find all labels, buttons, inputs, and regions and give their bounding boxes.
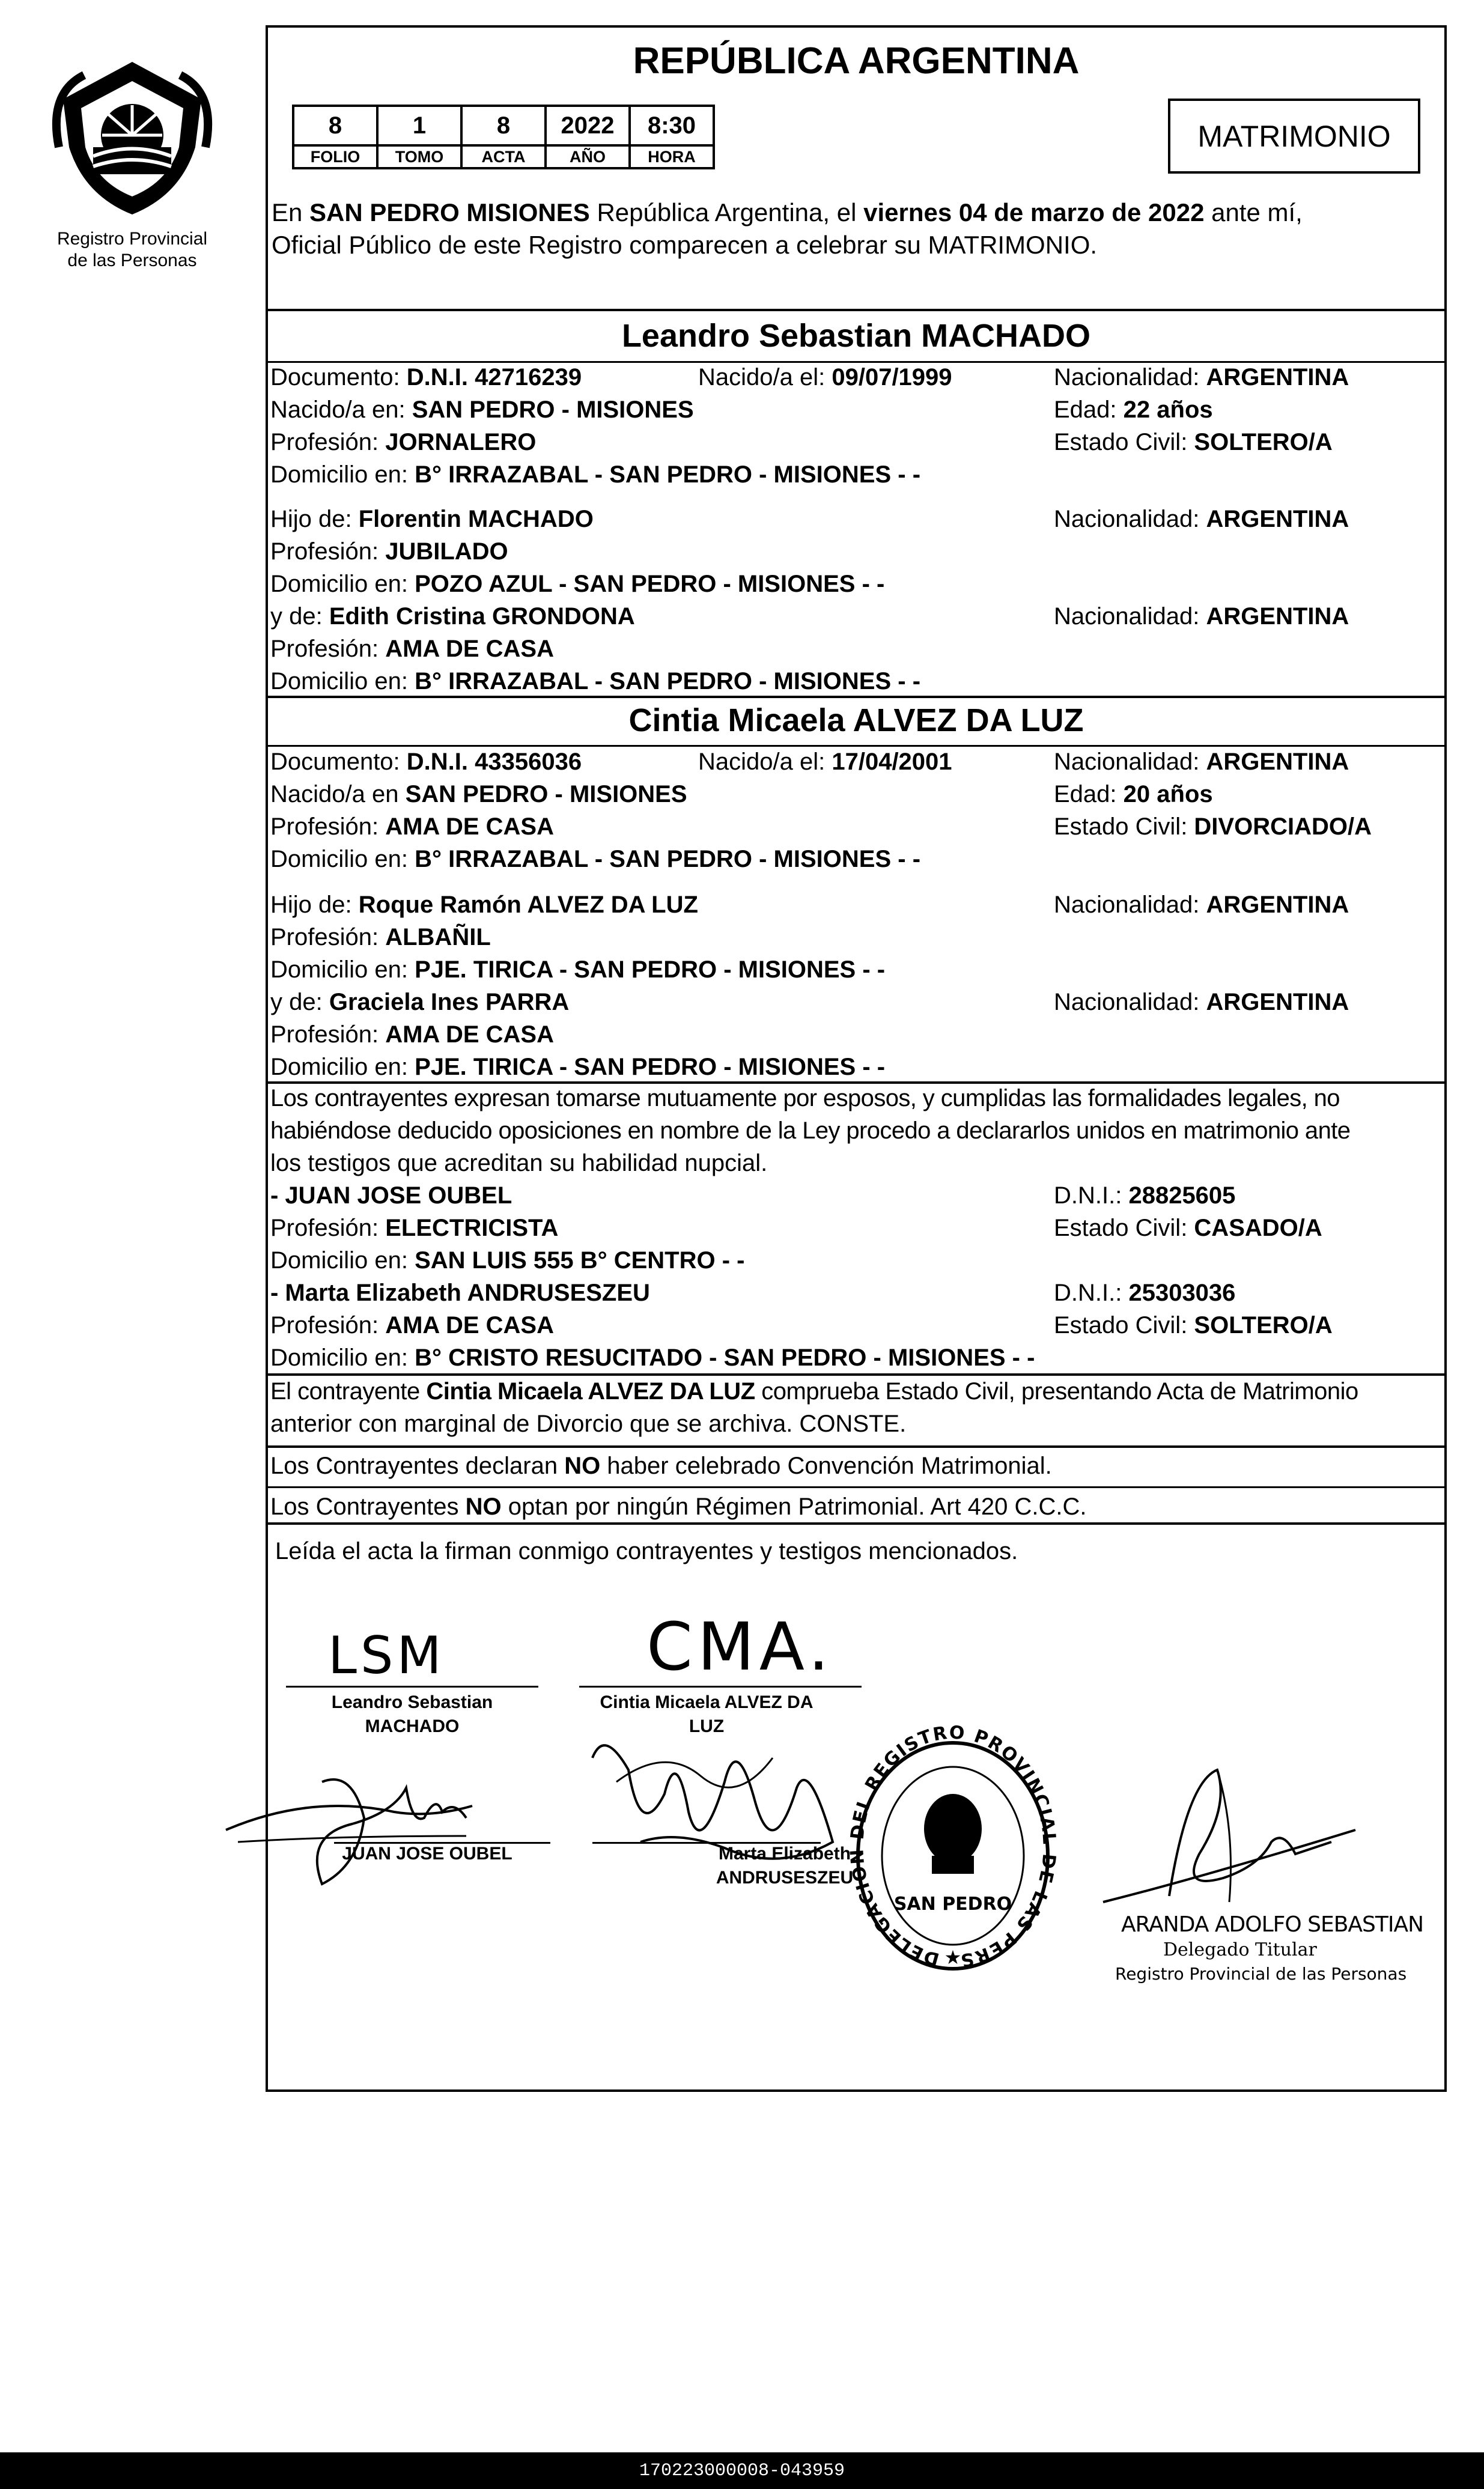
testigo-2-domicilio — [270, 1342, 1035, 1373]
label: Nacionalidad: — [1054, 506, 1206, 532]
value: ARGENTINA — [1206, 989, 1349, 1015]
label: y de: — [270, 989, 329, 1015]
caption-line: Leandro Sebastian — [331, 1692, 493, 1712]
label: Profesión: — [270, 1021, 386, 1048]
value: AMA DE CASA — [385, 813, 554, 840]
label: Documento: — [270, 364, 407, 391]
document-title: REPÚBLICA ARGENTINA — [633, 40, 1080, 82]
testigo-1-domicilio — [270, 1245, 744, 1276]
caption-line: ANDRUSESZEU — [716, 1868, 854, 1888]
c1-madre-profesion — [270, 633, 554, 664]
signature-2-handwriting: CMA. — [646, 1608, 834, 1685]
testigo-2-name: - Marta Elizabeth ANDRUSESZEU — [270, 1280, 650, 1306]
value: D.N.I. 43356036 — [406, 749, 582, 775]
label: Profesión: — [270, 429, 386, 455]
testigo-1-name: - JUAN JOSE OUBEL — [270, 1182, 512, 1209]
label: D.N.I.: — [1054, 1182, 1129, 1209]
seal-star-icon: ★ — [944, 1947, 962, 1968]
value: 25303036 — [1128, 1280, 1236, 1306]
label: Profesión: — [270, 538, 386, 565]
testigo-1-dni — [1054, 1180, 1235, 1211]
label: Nacionalidad: — [1054, 749, 1206, 775]
c2-profesion — [270, 811, 554, 842]
c2-padre-profesion — [270, 922, 491, 953]
intro-place: SAN PEDRO MISIONES — [309, 198, 590, 226]
label: Nacionalidad: — [1054, 364, 1206, 391]
caption-line: LUZ — [689, 1716, 725, 1736]
value: Graciela Ines PARRA — [329, 989, 570, 1015]
contrayente-1-name: Leandro Sebastian MACHADO — [621, 318, 1091, 354]
signature-1-caption — [280, 1691, 544, 1739]
caption-line: MACHADO — [365, 1716, 460, 1736]
label: Nacido/a el: — [698, 749, 832, 775]
nota-estado-line-2: anterior con marginal de Divorcio que se archiva. CONSTE. — [270, 1411, 907, 1437]
cierre-text: Leída el acta la firman conmigo contrayentes y testigos mencionados. — [275, 1538, 1018, 1564]
value: POZO AZUL - SAN PEDRO - MISIONES - - — [415, 571, 885, 597]
anio-value: 2022 — [546, 106, 630, 145]
testigo-2-dni — [1054, 1277, 1235, 1308]
value: B° CRISTO RESUCITADO - SAN PEDRO - MISIONES - - — [415, 1345, 1035, 1371]
conv-text: optan por ningún Régimen Patrimonial. Art 420 C.C.C. — [501, 1494, 1087, 1520]
c1-madre-nacionalidad — [1054, 601, 1349, 632]
seal-center-text: SAN PEDRO — [893, 1894, 1012, 1915]
folio-label: FOLIO — [293, 145, 377, 168]
document-barcode-id: 170223000008-043959 — [0, 2452, 1484, 2489]
c1-padre-nacionalidad — [1054, 503, 1349, 535]
label: Profesión: — [270, 636, 386, 662]
logo-caption-1: Registro Provincial — [56, 229, 208, 249]
declaracion-line-3: los testigos que acreditan su habilidad nupcial. — [270, 1150, 768, 1176]
value: JUBILADO — [385, 538, 508, 565]
conv-text: Los Contrayentes — [270, 1494, 466, 1520]
testigo-2-estado — [1054, 1310, 1333, 1341]
label: Domicilio en: — [270, 1345, 415, 1371]
value: B° IRRAZABAL - SAN PEDRO - MISIONES - - — [415, 668, 921, 694]
value: B° IRRAZABAL - SAN PEDRO - MISIONES - - — [415, 846, 921, 872]
label: Domicilio en: — [270, 461, 415, 488]
signature-3-caption: JUAN JOSE OUBEL — [342, 1844, 512, 1864]
c1-edad — [1054, 394, 1213, 425]
intro-text: República Argentina, el — [589, 198, 864, 226]
c1-madre — [270, 601, 635, 632]
label: Estado Civil: — [1054, 1215, 1194, 1241]
c2-madre-domicilio — [270, 1051, 885, 1083]
value: 28825605 — [1128, 1182, 1236, 1209]
value: Roque Ramón ALVEZ DA LUZ — [358, 892, 698, 918]
nota-estado-line-1 — [270, 1376, 1358, 1407]
declaracion-line-2: habiéndose deducido oposiciones en nombre de la Ley procedo a declararlos unidos en matrimonio ante — [270, 1117, 1351, 1144]
intro-date: viernes 04 de marzo de 2022 — [863, 198, 1205, 226]
label: Estado Civil: — [1054, 813, 1194, 840]
value: B° IRRAZABAL - SAN PEDRO - MISIONES - - — [415, 461, 921, 488]
label: Domicilio en: — [270, 956, 415, 983]
value: JORNALERO — [385, 429, 537, 455]
value: AMA DE CASA — [385, 1021, 554, 1048]
value: 09/07/1999 — [832, 364, 952, 391]
acta-type-box: MATRIMONIO — [1168, 99, 1420, 174]
value: PJE. TIRICA - SAN PEDRO - MISIONES - - — [415, 956, 886, 983]
c2-nacionalidad — [1054, 746, 1349, 777]
conv-text: haber celebrado Convención Matrimonial. — [600, 1453, 1052, 1479]
value: Edith Cristina GRONDONA — [329, 603, 635, 630]
value: SOLTERO/A — [1194, 429, 1333, 455]
acta-label: ACTA — [461, 145, 546, 168]
value: SOLTERO/A — [1194, 1312, 1333, 1339]
official-registry: Registro Provincial de las Personas — [1115, 1964, 1407, 1984]
tomo-label: TOMO — [377, 145, 461, 168]
value: ARGENTINA — [1206, 364, 1349, 391]
c2-madre — [270, 986, 569, 1018]
conv-no: NO — [564, 1453, 601, 1479]
label: Nacionalidad: — [1054, 603, 1206, 630]
c1-profesion — [270, 427, 536, 458]
label: y de: — [270, 603, 329, 630]
value: ARGENTINA — [1206, 749, 1349, 775]
conv-text: Los Contrayentes declaran — [270, 1453, 565, 1479]
label: Nacido/a el: — [698, 364, 832, 391]
label: Domicilio en: — [270, 571, 415, 597]
c2-edad — [1054, 779, 1213, 810]
label: Domicilio en: — [270, 668, 415, 694]
signature-3-scribble — [214, 1746, 526, 1890]
c2-padre-domicilio — [270, 954, 885, 985]
declaracion-line-1: Los contrayentes expresan tomarse mutuamente por esposos, y cumplidas las formalidades legales, no — [270, 1085, 1340, 1111]
label: Profesión: — [270, 813, 386, 840]
c1-estado-civil — [1054, 427, 1333, 458]
folio-value: 8 — [293, 106, 377, 145]
label: Edad: — [1054, 781, 1124, 807]
label: Profesión: — [270, 924, 386, 950]
c1-domicilio — [270, 459, 920, 490]
label: Hijo de: — [270, 506, 359, 532]
hora-value: 8:30 — [630, 106, 714, 145]
label: Edad: — [1054, 397, 1124, 423]
label: Nacido/a en — [270, 781, 406, 807]
label: D.N.I.: — [1054, 1280, 1129, 1306]
c1-nacido-el — [698, 362, 952, 393]
c2-padre — [270, 889, 698, 920]
nota-text: comprueba Estado Civil, presentando Acta de Matrimonio — [755, 1378, 1358, 1405]
intro-line-1 — [272, 197, 1303, 228]
label: Profesión: — [270, 1312, 386, 1339]
value: DIVORCIADO/A — [1194, 813, 1372, 840]
c1-madre-domicilio — [270, 666, 920, 697]
official-position: Delegado Titular — [1163, 1939, 1317, 1960]
c1-documento — [270, 362, 582, 393]
label: Profesión: — [270, 1215, 386, 1241]
contrayente-2-name: Cintia Micaela ALVEZ DA LUZ — [628, 702, 1084, 738]
value: ALBAÑIL — [385, 924, 491, 950]
c2-padre-nacionalidad — [1054, 889, 1349, 920]
value: CASADO/A — [1194, 1215, 1322, 1241]
anio-label: AÑO — [546, 145, 630, 168]
logo-caption-2: de las Personas — [67, 251, 197, 270]
acta-value: 8 — [461, 106, 546, 145]
nota-name: Cintia Micaela ALVEZ DA LUZ — [426, 1378, 755, 1405]
c1-padre — [270, 503, 594, 535]
registration-table — [292, 105, 715, 169]
label: Hijo de: — [270, 892, 359, 918]
c1-padre-profesion — [270, 536, 508, 567]
c2-madre-nacionalidad — [1054, 986, 1349, 1018]
label: Nacionalidad: — [1054, 989, 1206, 1015]
label: Estado Civil: — [1054, 1312, 1194, 1339]
value: PJE. TIRICA - SAN PEDRO - MISIONES - - — [415, 1054, 886, 1080]
c1-padre-domicilio — [270, 568, 884, 600]
official-name: ARANDA ADOLFO SEBASTIAN — [1121, 1912, 1424, 1937]
label: Domicilio en: — [270, 1247, 415, 1274]
label: Domicilio en: — [270, 1054, 415, 1080]
c2-domicilio — [270, 843, 920, 875]
value: ARGENTINA — [1206, 603, 1349, 630]
value: ELECTRICISTA — [385, 1215, 559, 1241]
value: ARGENTINA — [1206, 892, 1349, 918]
value: ARGENTINA — [1206, 506, 1349, 532]
seal-ring-text: DELEGACION DEL REGISTRO PROVINCIAL DE LAS PERSONAS — [842, 1722, 1060, 1971]
convencion-line-2 — [270, 1491, 1087, 1522]
hora-label: HORA — [630, 145, 714, 168]
value: Florentin MACHADO — [358, 506, 594, 532]
testigo-2-profesion — [270, 1310, 554, 1341]
c2-documento — [270, 746, 582, 777]
conv-no: NO — [465, 1494, 502, 1520]
label: Nacionalidad: — [1054, 892, 1206, 918]
value: 20 años — [1123, 781, 1213, 807]
value: SAN PEDRO - MISIONES — [405, 781, 687, 807]
value: AMA DE CASA — [385, 636, 554, 662]
registry-logo — [42, 57, 222, 219]
intro-text: En — [272, 198, 310, 226]
intro-text: ante mí, — [1204, 198, 1303, 226]
testigo-1-estado — [1054, 1212, 1322, 1244]
value: AMA DE CASA — [385, 1312, 554, 1339]
c2-estado-civil — [1054, 811, 1372, 842]
signature-1-handwriting: LSM — [328, 1626, 445, 1686]
c2-nacido-en — [270, 779, 687, 810]
value: D.N.I. 42716239 — [406, 364, 582, 391]
intro-line-2: Oficial Público de este Registro comparecen a celebrar su MATRIMONIO. — [272, 231, 1098, 259]
label: Documento: — [270, 749, 407, 775]
label: Estado Civil: — [1054, 429, 1194, 455]
convencion-line-1 — [270, 1450, 1052, 1482]
official-signature-scribble — [1079, 1758, 1391, 1926]
registry-emblem-icon — [42, 57, 222, 219]
c1-nacido-en — [270, 394, 694, 425]
nota-text: El contrayente — [270, 1378, 427, 1405]
caption-line: Marta Elizabeth — [718, 1844, 851, 1864]
label: Domicilio en: — [270, 846, 415, 872]
testigo-1-profesion — [270, 1212, 558, 1244]
caption-line: Cintia Micaela ALVEZ DA — [600, 1692, 813, 1712]
value: SAN LUIS 555 B° CENTRO - - — [415, 1247, 745, 1274]
label: Nacido/a en: — [270, 397, 412, 423]
c1-nacionalidad — [1054, 362, 1349, 393]
value: 17/04/2001 — [832, 749, 952, 775]
tomo-value: 1 — [377, 106, 461, 145]
value: 22 años — [1123, 397, 1213, 423]
c2-madre-profesion — [270, 1019, 554, 1050]
c2-nacido-el — [698, 746, 952, 777]
acta-frame — [266, 25, 1447, 2092]
value: SAN PEDRO - MISIONES — [412, 397, 694, 423]
official-seal — [842, 1722, 1060, 1979]
